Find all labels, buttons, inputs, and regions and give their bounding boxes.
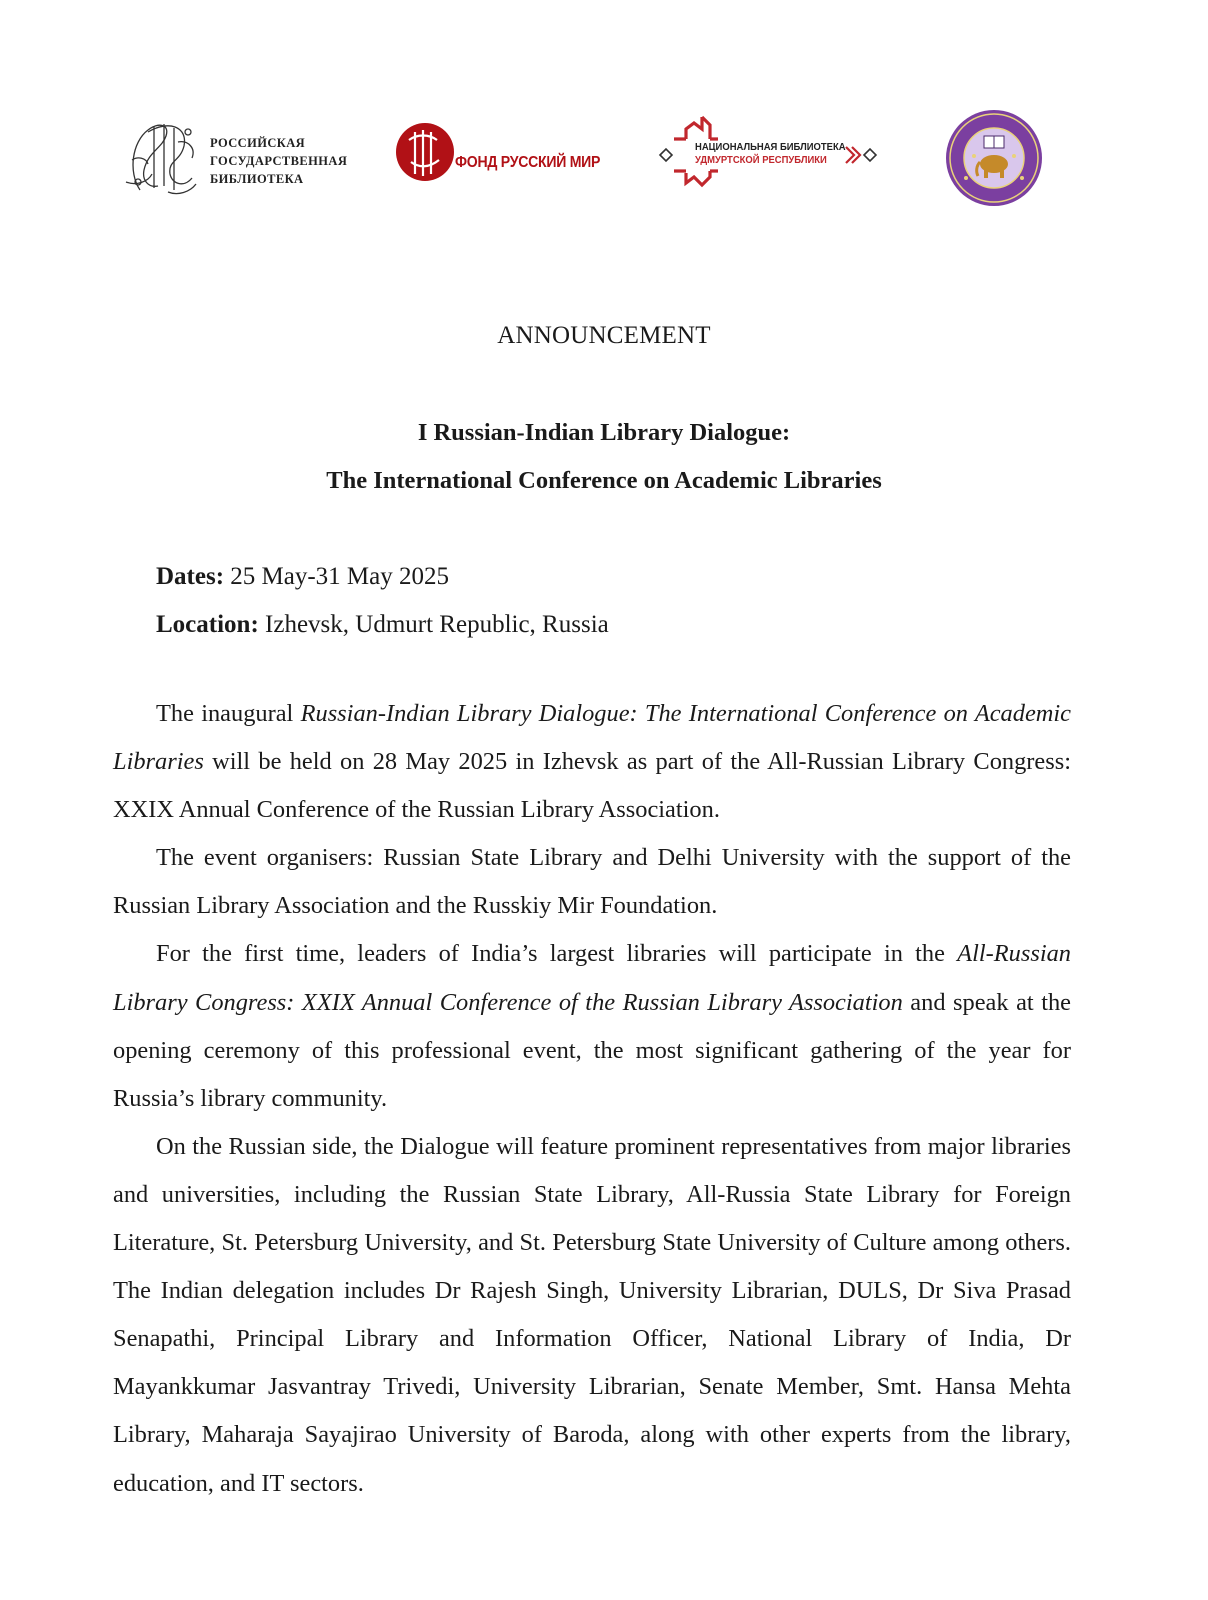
location-value: Izhevsk, Udmurt Republic, Russia xyxy=(258,611,609,638)
conference-title-line-2: The International Conference on Academic Libraries xyxy=(326,467,882,494)
nbur-line-1: НАЦИОНАЛЬНАЯ БИБЛИОТЕКА xyxy=(695,141,846,153)
nbur-line-2: УДМУРТСКОЙ РЕСПУБЛИКИ xyxy=(695,154,827,166)
national-library-udmurt-logo xyxy=(656,115,886,195)
conference-title-line-1: I Russian-Indian Library Dialogue: xyxy=(417,419,791,446)
location-line xyxy=(156,611,609,639)
rgb-name-text xyxy=(210,134,347,188)
paragraph-2: The event organisers: Russian State Library and Delhi University with the support of the Russian Library Association and the Russkiy Mir Foundation. xyxy=(113,844,1071,920)
russkiy-mir-text: ФОНД РУССКИЙ МИР xyxy=(455,154,601,171)
p3-italic-title: All-Russian Library Congress: XXIX Annual Conference of the Russian Library Association xyxy=(113,940,1071,1016)
p1-italic-title: Russian-Indian Library Dialogue: The International Conference on Academic Libraries xyxy=(113,700,1071,776)
russkiy-mir-logo xyxy=(395,120,615,190)
p3-text-a: For the first time, leaders of India’s largest libraries will participate in the xyxy=(156,940,958,968)
rgb-line-2: ГОСУДАРСТВЕННАЯ xyxy=(210,154,348,168)
p1-text-a: The inaugural xyxy=(156,700,301,727)
p3-text-b: and speak at the opening ceremony of this professional event, the most significant gathering of the year for Russia’s library community. xyxy=(113,988,1071,1112)
rgb-line-1: РОССИЙСКАЯ xyxy=(210,136,306,150)
body-text xyxy=(113,690,1071,1508)
rgb-line-3: БИБЛИОТЕКА xyxy=(210,172,304,186)
delhi-university-seal-icon xyxy=(944,108,1044,208)
nbur-name-text xyxy=(695,141,846,167)
russkiy-mir-emblem-icon xyxy=(395,120,457,186)
dates-line xyxy=(156,563,449,591)
paragraph-4: On the Russian side, the Dialogue will feature prominent representatives from major libraries and universities, including the Russian State Library, All-Russia State Library for Foreign Literature, St. Petersburg University, and St. Petersburg State University of Culture among others. The Indian delegation includes Dr Rajesh Singh, University Librarian, DULS, Dr Siva Prasad Senapathi, Principal Library and Information Officer, National Library of India, Dr Mayankkumar Jasvantray Trivedi, University Librarian, Senate Member, Smt. Hansa Mehta Library, Maharaja Sayajirao University of Baroda, along with other experts from the library, education, and IT sectors. xyxy=(113,1132,1071,1497)
logo-row xyxy=(0,100,1208,220)
paragraph-3 xyxy=(113,930,1071,1122)
dates-value: 25 May-31 May 2025 xyxy=(224,563,450,590)
delhi-university-logo xyxy=(944,108,1044,208)
announcement-heading: ANNOUNCEMENT xyxy=(497,322,711,349)
location-label: Location: xyxy=(156,611,259,638)
paragraph-1 xyxy=(113,690,1071,834)
p1-text-b: will be held on 28 May 2025 in Izhevsk as part of the All-Russian Library Congress: XXIX Annual Conference of the Russian Library Association. xyxy=(113,748,1071,824)
russian-state-library-logo xyxy=(118,112,348,202)
rgb-monogram-icon xyxy=(118,112,208,202)
dates-label: Dates: xyxy=(156,563,225,590)
